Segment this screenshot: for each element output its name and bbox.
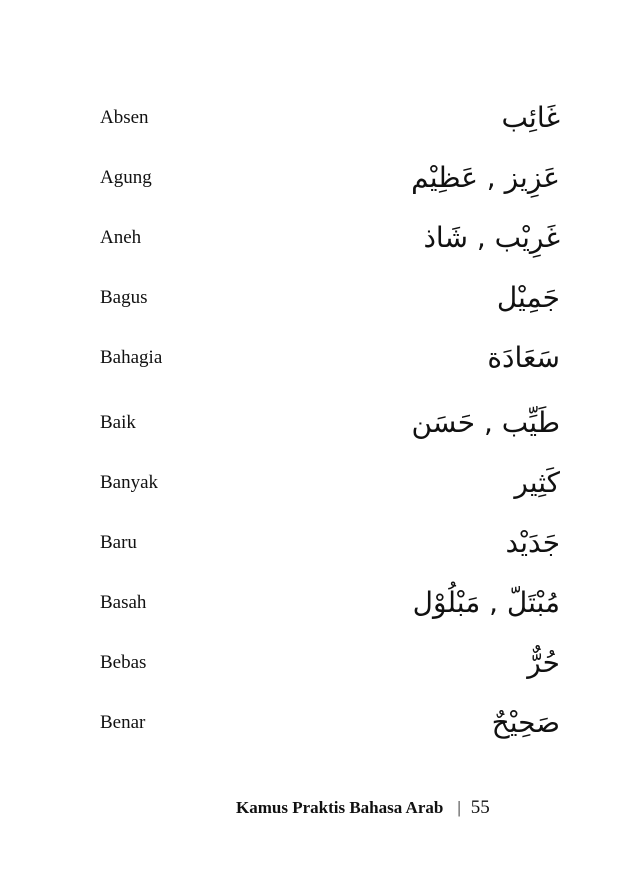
arabic-translation: كَثِير: [514, 466, 560, 499]
indonesian-word: Bebas: [100, 652, 147, 673]
arabic-translation: سَعَادَة: [487, 341, 560, 374]
arabic-translation: غَائِب: [501, 101, 560, 134]
arabic-translation: حُرٌّ: [527, 646, 560, 679]
indonesian-word: Bagus: [100, 287, 148, 308]
indonesian-word: Benar: [100, 712, 146, 733]
arabic-translation: غَرِيْب , شَاذ: [423, 221, 560, 254]
indonesian-word: Baik: [100, 412, 136, 433]
indonesian-word: Baru: [100, 532, 137, 553]
entry-row: [100, 403, 560, 443]
indonesian-word: Bahagia: [100, 347, 163, 368]
page-footer: [236, 797, 490, 819]
entry-row: [100, 218, 560, 258]
arabic-translation: جَدَيْد: [505, 526, 560, 559]
arabic-translation: صَحِيْحٌ: [491, 706, 560, 739]
arabic-translation: جَمِيْل: [496, 281, 560, 314]
arabic-translation: طَيِّب , حَسَن: [411, 406, 560, 439]
entry-row: [100, 703, 560, 743]
indonesian-word: Basah: [100, 592, 147, 613]
indonesian-word: Agung: [100, 167, 152, 188]
entry-row: [100, 583, 560, 623]
book-title: Kamus Praktis Bahasa Arab: [236, 798, 444, 817]
entry-row: [100, 278, 560, 318]
entry-row: [100, 98, 560, 138]
arabic-translation: عَزِيز , عَظِيْم: [411, 161, 560, 194]
page-number: 55: [470, 797, 490, 818]
arabic-translation: مُبْتَلّ , مَبْلُوْل: [412, 586, 560, 619]
entry-row: [100, 463, 560, 503]
entry-row: [100, 338, 560, 378]
footer-separator: |: [457, 798, 461, 817]
entry-row: [100, 643, 560, 683]
indonesian-word: Aneh: [100, 227, 142, 248]
indonesian-word: Absen: [100, 107, 149, 128]
entry-row: [100, 158, 560, 198]
entry-row: [100, 523, 560, 563]
indonesian-word: Banyak: [100, 472, 159, 493]
